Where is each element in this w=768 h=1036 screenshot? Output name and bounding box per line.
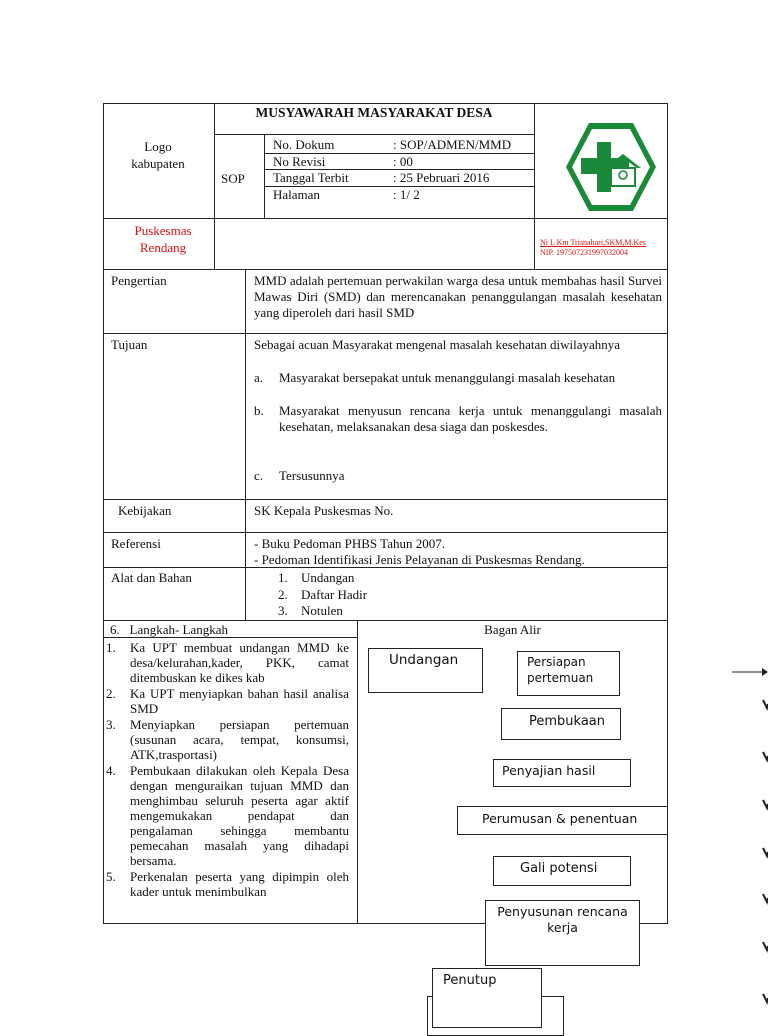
flow-box-perumusan [457, 806, 668, 835]
meta-key-halaman: Halaman [273, 187, 320, 202]
row-line-langkah-header [103, 637, 357, 638]
header-bottom-line [103, 269, 668, 270]
kebijakan-text: SK Kepala Puskesmas No. [254, 503, 394, 518]
referensi-item-2: - Pedoman Identifikasi Jenis Pelayanan di Puskesmas Rendang. [254, 552, 585, 567]
step-text: Menyiapkan persiapan pertemuan (susunan acara, tempat, konsumsi, ATK,trasportasi) [130, 717, 349, 762]
flow-label-penyusunan: Penyusunan rencana kerja [497, 904, 628, 935]
signatory-nip: NIP. 197507231997032004 [540, 248, 629, 257]
row-line-kebijakan [103, 499, 668, 500]
flow-arrow-marks [730, 660, 768, 1024]
flow-box-pembukaan [501, 708, 621, 740]
label-kebijakan: Kebijakan [118, 503, 172, 518]
logo-kabupaten-label: Logo kabupaten [131, 139, 185, 171]
list-item [106, 869, 349, 899]
flow-label-persiapan: Persiapan pertemuan [527, 655, 594, 685]
label-bagan-alir: Bagan Alir [484, 622, 541, 637]
header-row-line [103, 218, 668, 219]
row-line-alat [103, 567, 668, 568]
flow-box-penyusunan [485, 900, 640, 966]
tujuan-marker-b: b. [254, 403, 264, 418]
referensi-item-1: - Buku Pedoman PHBS Tahun 2007. [254, 536, 445, 551]
tujuan-item-a: Masyarakat bersepakat untuk menanggulangi masalah kesehatan [279, 370, 616, 385]
row-line-langkah [103, 620, 668, 621]
step-marker: 1. [106, 640, 116, 655]
label-tujuan: Tujuan [111, 337, 148, 352]
puskesmas-logo [563, 120, 659, 214]
step-text: Ka UPT menyiapkan bahan hasil analisa SMD [130, 686, 349, 716]
list-item [106, 763, 349, 868]
flow-label-undangan: Undangan [389, 652, 459, 668]
flow-label-penyajian: Penyajian hasil [502, 763, 596, 778]
sop-label: SOP [221, 171, 245, 186]
flow-box-penutup [432, 968, 542, 1028]
label-langkah: 6. Langkah- Langkah [110, 622, 229, 637]
flow-label-perumusan: Perumusan & penentuan [482, 811, 638, 826]
meta-value-no-revisi: : 00 [393, 154, 413, 169]
flow-label-gali-potensi: Gali potensi [520, 861, 598, 876]
flow-box-gali-potensi [493, 856, 631, 886]
label-alat-bahan: Alat dan Bahan [111, 570, 192, 585]
arrow-down-mark-1 [763, 700, 768, 708]
label-referensi: Referensi [111, 536, 161, 551]
arrow-down-mark-3 [763, 800, 768, 808]
step-marker: 3. [106, 717, 116, 732]
row-line-tujuan [103, 333, 668, 334]
alat-marker-2: 2. [278, 587, 288, 602]
step-text: Pembukaan dilakukan oleh Kepala Desa dengan menguraikan tujuan MMD dan menghimbau seluruh peserta agar aktif mengemukakan pendapat dan pengalaman sehingga membantu pemecahan masalah yang dihadapi bersama. [130, 763, 349, 868]
arrow-down-mark-2 [763, 752, 768, 760]
arrow-down-mark-6 [763, 942, 768, 950]
step-text: Ka UPT membuat undangan MMD ke desa/kelurahan,kader, PKK, camat ditembuskan ke dikes kab [130, 640, 349, 685]
signatory-name: Ni L Km Trisnahari,SKM,M.Kes [540, 238, 646, 247]
header-divider-2 [534, 103, 535, 270]
flow-box-persiapan [517, 651, 620, 696]
step-marker: 4. [106, 763, 116, 778]
step-marker: 5. [106, 869, 116, 884]
meta-key-tanggal-terbit: Tanggal Terbit [273, 170, 349, 185]
langkah-steps [106, 640, 349, 922]
meta-value-tanggal-terbit: : 25 Pebruari 2016 [393, 170, 490, 185]
tujuan-marker-a: a. [254, 370, 264, 385]
alat-item-3: Notulen [301, 603, 343, 618]
tujuan-item-c: Tersusunnya [279, 468, 345, 483]
document-title: MUSYAWARAH MASYARAKAT DESA [255, 105, 493, 120]
list-item [106, 717, 349, 762]
tujuan-marker-c: c. [254, 468, 264, 483]
pengertian-text: MMD adalah pertemuan perwakilan warga desa untuk membahas hasil Survei Mawas Diri (SMD) dan merencanakan penanggulangan masalah kesehatan yang diperoleh dari hasil SMD [254, 273, 662, 320]
table-border-right [667, 103, 668, 924]
meta-key-no-revisi: No Revisi [273, 154, 326, 169]
meta-value-halaman: : 1/ 2 [393, 187, 420, 202]
bagan-column-divider [357, 620, 358, 924]
label-pengertian: Pengertian [111, 273, 167, 288]
flow-box-undangan [368, 648, 483, 693]
list-item [106, 640, 349, 685]
alat-marker-1: 1. [278, 570, 288, 585]
arrow-down-mark-4 [763, 848, 768, 856]
arrow-down-mark-5 [763, 894, 768, 902]
tujuan-intro: Sebagai acuan Masyarakat mengenal masalah kesehatan diwilayahnya [254, 337, 621, 352]
title-underline [214, 134, 534, 135]
flow-label-pembukaan: Pembukaan [529, 714, 606, 729]
table-border-left [103, 103, 104, 924]
alat-marker-3: 3. [278, 603, 288, 618]
arrow-down-mark-7 [763, 994, 768, 1002]
tujuan-item-b: Masyarakat menyusun rencana kerja untuk menanggulangi masalah kesehatan, melaksanakan desa siaga dan poskesdes. [279, 403, 662, 434]
arrow-right-head [762, 668, 768, 676]
meta-key-no-dokum: No. Dokum [273, 137, 335, 152]
flow-box-penyajian [493, 759, 631, 787]
puskesmas-name: Puskesmas Rendang [134, 223, 192, 255]
row-line-referensi [103, 532, 668, 533]
header-divider-1 [214, 103, 215, 270]
flow-label-penutup: Penutup [443, 973, 497, 988]
step-marker: 2. [106, 686, 116, 701]
step-text: Perkenalan peserta yang dipimpin oleh kader untuk menimbulkan [130, 869, 349, 899]
alat-item-2: Daftar Hadir [301, 587, 368, 602]
alat-item-1: Undangan [301, 570, 355, 585]
meta-value-no-dokum: : SOP/ADMEN/MMD [393, 137, 512, 152]
list-item [106, 686, 349, 716]
sop-divider [264, 134, 265, 218]
